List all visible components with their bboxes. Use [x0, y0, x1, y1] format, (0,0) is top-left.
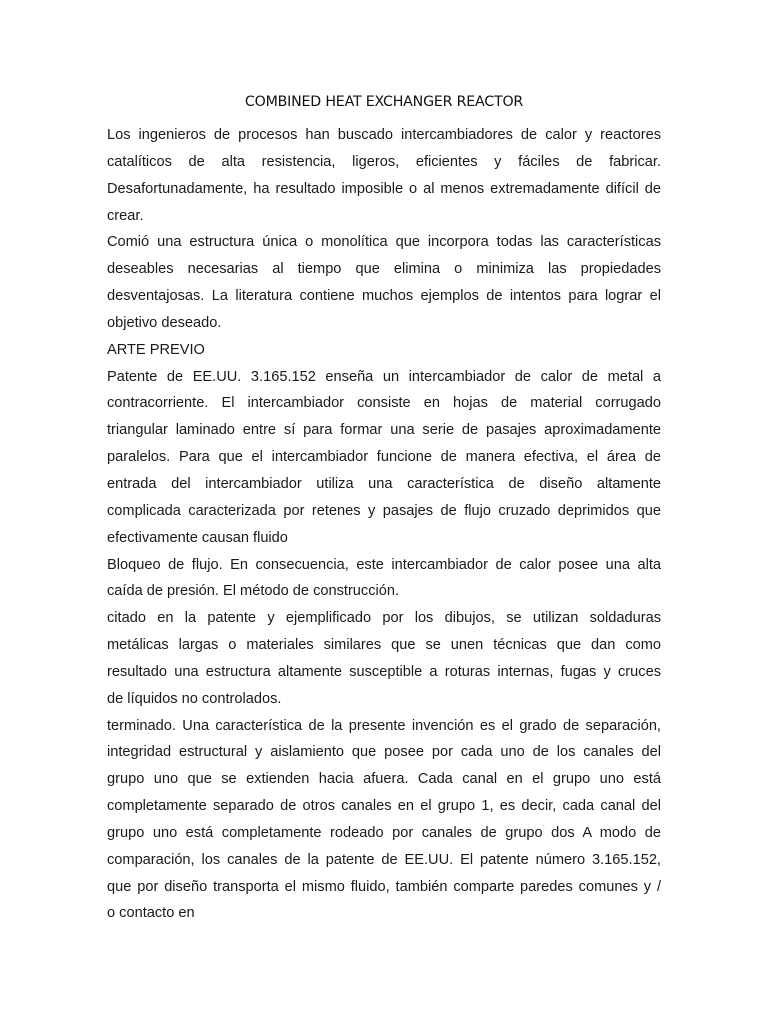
- document-body: [107, 122, 661, 927]
- text-line: Patente de EE.UU. 3.165.152 enseña un intercambiador de calor de metal a: [107, 368, 661, 385]
- text-line: entrada del intercambiador utiliza una característica de diseño altamente: [107, 475, 661, 492]
- text-line: Bloqueo de flujo. En consecuencia, este intercambiador de calor posee una alta: [107, 556, 661, 573]
- paragraph: [107, 713, 661, 928]
- paragraph: [107, 229, 661, 336]
- paragraph: [107, 605, 661, 712]
- text-line: complicada caracterizada por retenes y pasajes de flujo cruzado deprimidos que: [107, 502, 661, 519]
- text-line: grupo uno está completamente rodeado por canales de grupo dos A modo de: [107, 824, 661, 841]
- text-line: terminado. Una característica de la presente invención es el grado de separación,: [107, 717, 661, 734]
- text-line: Los ingenieros de procesos han buscado intercambiadores de calor y reactores: [107, 127, 661, 143]
- text-line: citado en la patente y ejemplificado por los dibujos, se utilizan soldaduras: [107, 610, 661, 627]
- text-line: o contacto en: [107, 905, 195, 922]
- text-line: resultado una estructura altamente susceptible a roturas internas, fugas y cruces: [107, 663, 661, 680]
- text-line: desventajosas. La literatura contiene muchos ejemplos de intentos para lograr el: [107, 288, 661, 305]
- text-line: crear.: [107, 207, 144, 224]
- text-line: Comió una estructura única o monolítica que incorpora todas las características: [107, 234, 661, 251]
- paragraph: [107, 552, 661, 606]
- text-line: grupo uno que se extienden hacia afuera. Cada canal en el grupo uno está: [107, 771, 661, 788]
- text-line: deseables necesarias al tiempo que elimina o minimiza las propiedades: [107, 261, 661, 278]
- document-title: COMBINED HEAT EXCHANGER REACTOR: [244, 94, 524, 110]
- text-line: contracorriente. El intercambiador consiste en hojas de material corrugado: [107, 395, 661, 412]
- text-line: triangular laminado entre sí para formar una serie de pasajes aproximadamente: [107, 422, 661, 439]
- text-line: efectivamente causan fluido: [107, 529, 288, 546]
- text-line: que por diseño transporta el mismo fluido, también comparte paredes comunes y /: [107, 878, 661, 895]
- text-line: integridad estructural y aislamiento que posee por cada uno de los canales del: [107, 744, 661, 761]
- text-line: catalíticos de alta resistencia, ligeros, eficientes y fáciles de fabricar.: [107, 153, 661, 170]
- text-line: de líquidos no controlados.: [107, 690, 282, 707]
- paragraph: [107, 364, 661, 552]
- text-line: comparación, los canales de la patente de EE.UU. El patente número 3.165.152,: [107, 851, 661, 868]
- text-line: objetivo deseado.: [107, 314, 222, 331]
- text-line: metálicas largas o materiales similares que se unen técnicas que dan como: [107, 637, 661, 654]
- text-line: ARTE PREVIO: [107, 341, 205, 358]
- section-heading: [107, 337, 661, 364]
- text-line: paralelos. Para que el intercambiador funcione de manera efectiva, el área de: [107, 449, 661, 466]
- text-line: Desafortunadamente, ha resultado imposible o al menos extremadamente difícil de: [107, 180, 661, 197]
- paragraph: [107, 122, 661, 229]
- text-line: caída de presión. El método de construcción.: [107, 583, 400, 600]
- text-line: completamente separado de otros canales en el grupo 1, es decir, cada canal del: [107, 798, 661, 815]
